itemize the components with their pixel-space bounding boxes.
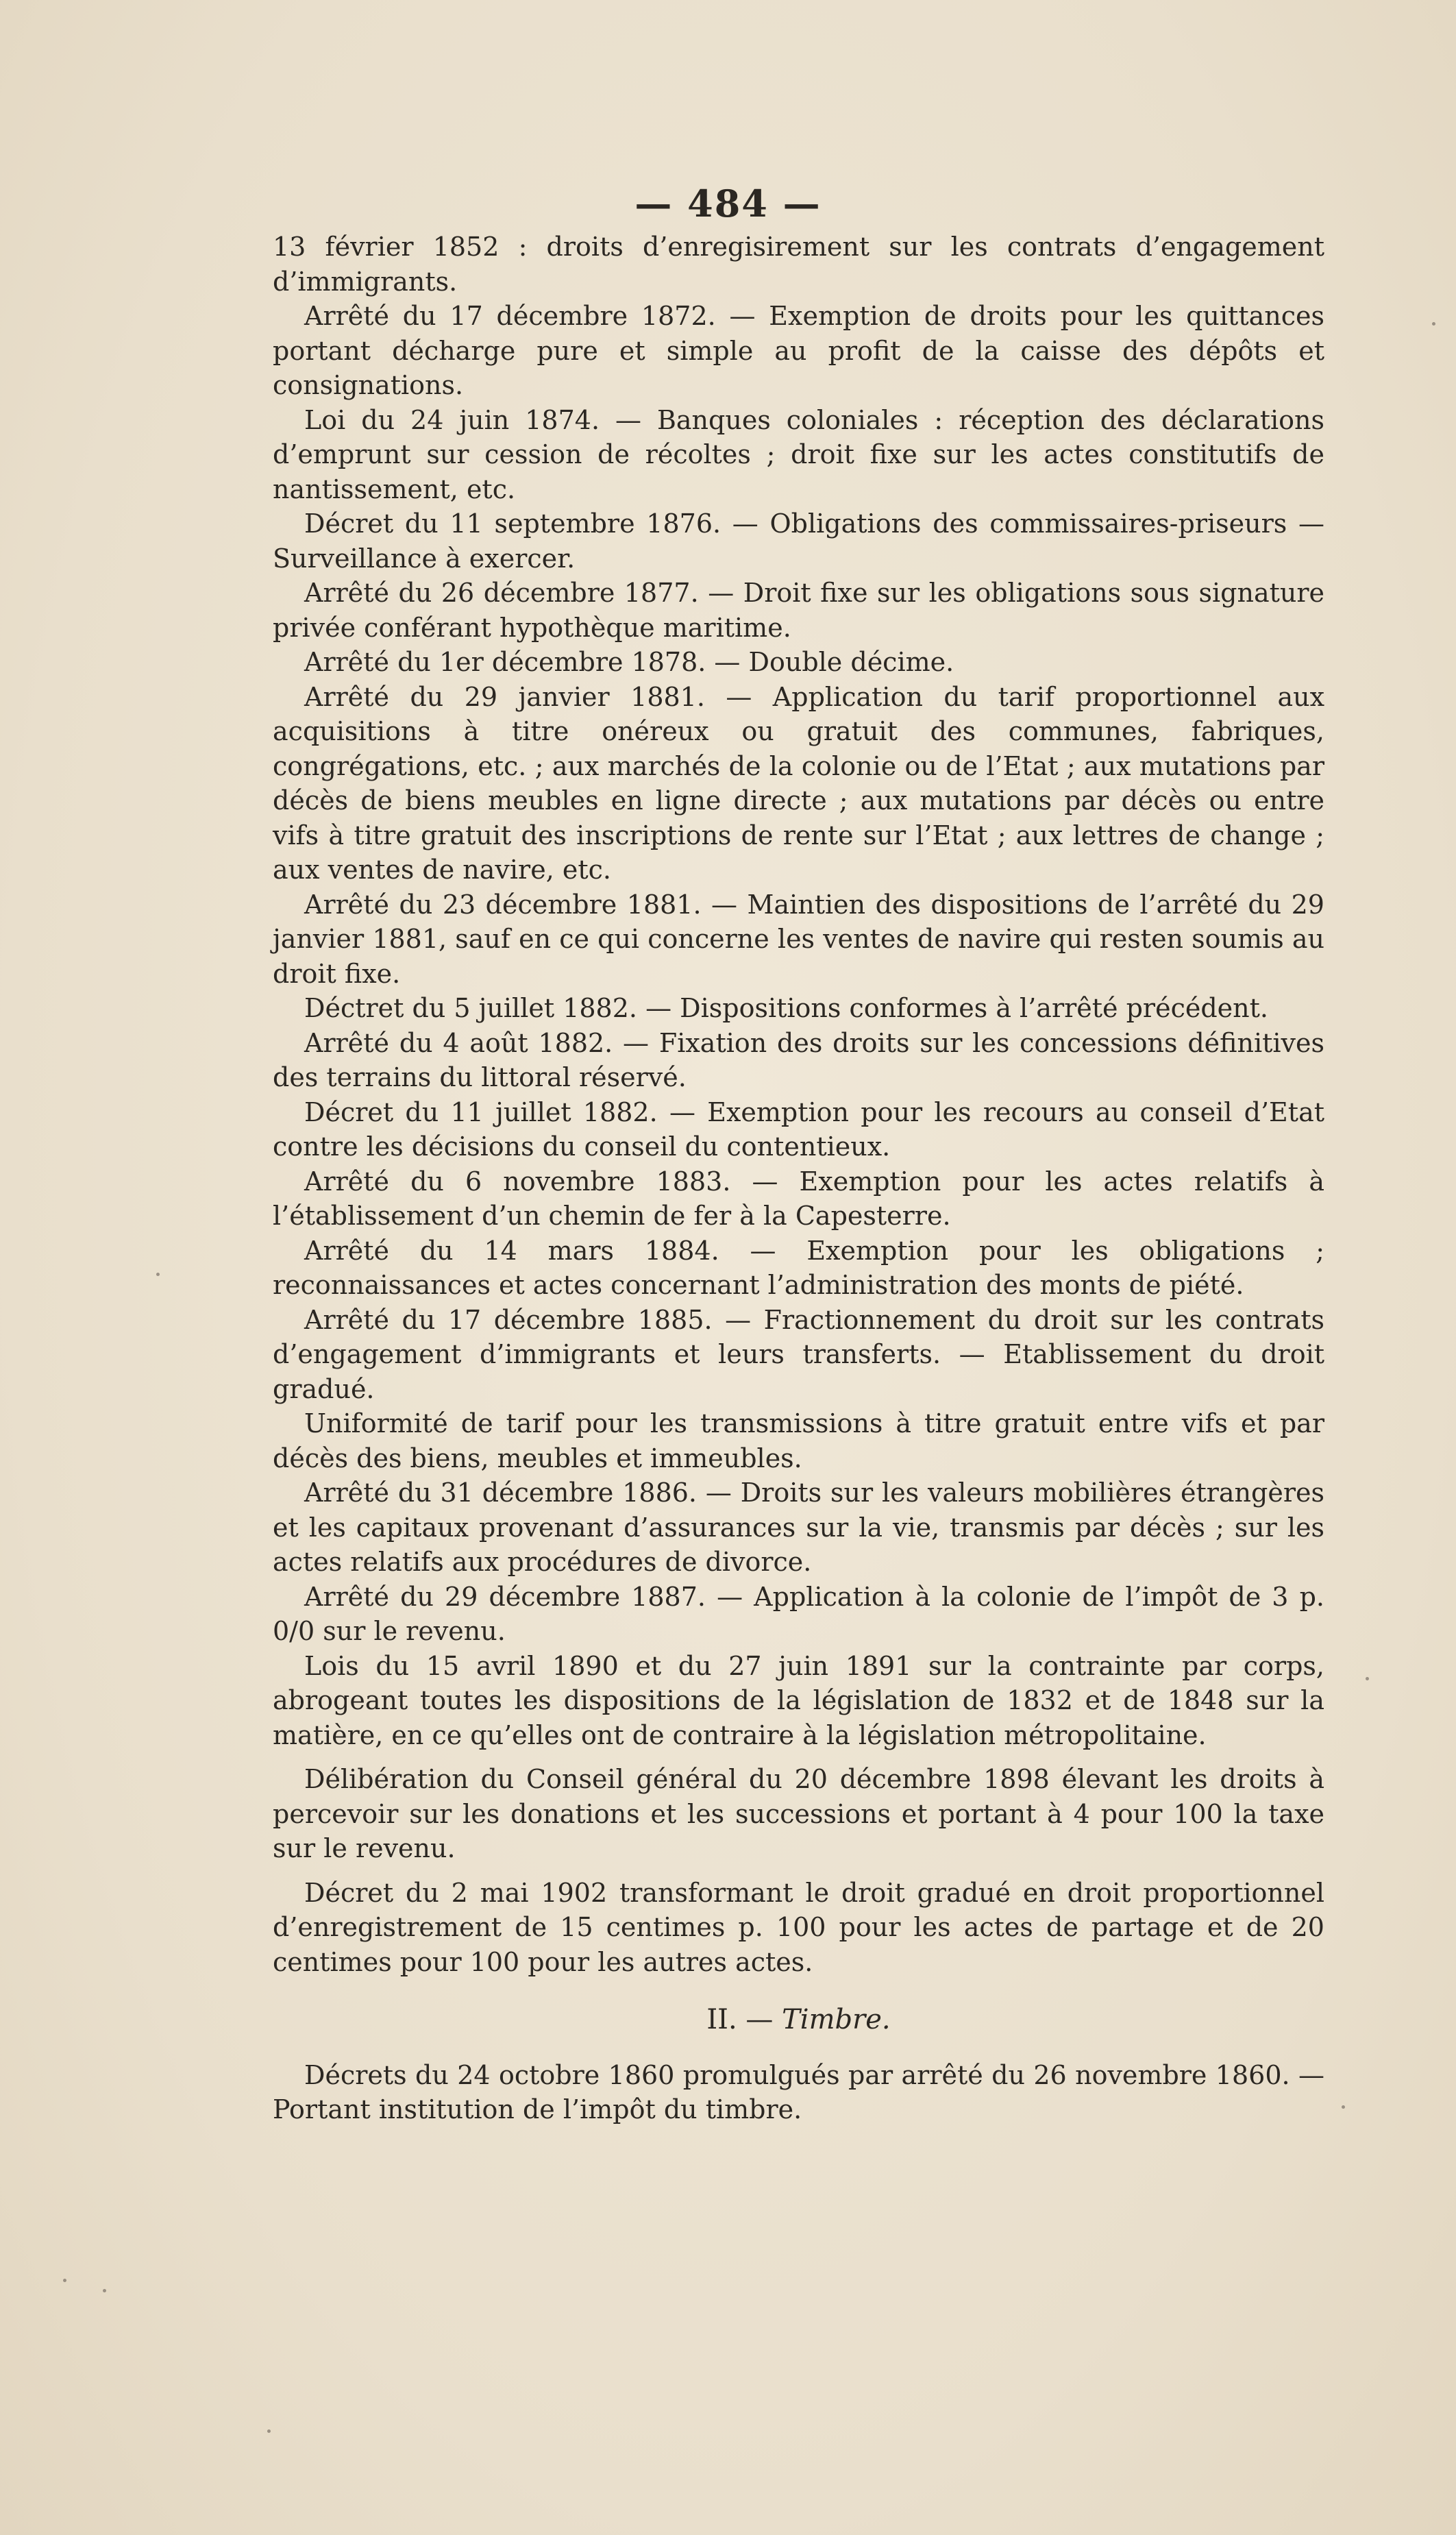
section-title: Timbre. <box>782 2004 891 2035</box>
final-paragraph: Décrets du 24 octobre 1860 promulgués par arrêté du 26 novembre 1860. — Portant institution de l’impôt du timbre. <box>273 2059 1324 2124</box>
scan-speck <box>267 2429 271 2433</box>
scan-speck <box>63 2279 66 2282</box>
paragraph: Arrêté du 17 décembre 1885. — Fractionnement du droit sur les contrats d’engagement d’immigrants et leurs transferts. — Etablissement du droit gradué. <box>273 1304 1324 1404</box>
paragraph: Décret du 11 juillet 1882. — Exemption pour les recours au conseil d’Etat contre les décisions du conseil du contentieux. <box>273 1097 1324 1162</box>
section-numeral: II. — <box>706 2004 774 2035</box>
paragraph: Déctret du 5 juillet 1882. — Dispositions conformes à l’arrêté précédent. <box>304 993 1268 1023</box>
paragraph: Décret du 2 mai 1902 transformant le droit gradué en droit proportionnel d’enregistrement de 15 centimes p. 100 pour les actes de partage et de 20 centimes pour 100 pour les autres actes. <box>273 1877 1324 1977</box>
paragraph: Décret du 11 septembre 1876. — Obligations des commissaires-priseurs — Surveillance à exercer. <box>273 509 1324 574</box>
paragraph: 13 février 1852 : droits d’enregisirement sur les contrats d’engagement d’immigrants. <box>273 232 1324 297</box>
scan-speck <box>103 2289 106 2292</box>
page-number: — 484 — <box>634 182 822 225</box>
paragraph: Arrêté du 23 décembre 1881. — Maintien des dispositions de l’arrêté du 29 janvier 1881, sauf en ce qui concerne les ventes de navire qui resten soumis au droit fixe. <box>273 889 1324 989</box>
paragraph: Arrêté du 6 novembre 1883. — Exemption pour les actes relatifs à l’établissement d’un chemin de fer à la Capesterre. <box>273 1166 1324 1231</box>
scan-speck <box>1432 322 1435 326</box>
paragraph: Arrêté du 1er décembre 1878. — Double décime. <box>304 647 954 677</box>
page-body <box>273 230 1324 2127</box>
section-heading <box>273 2003 1324 2037</box>
paragraph: Arrêté du 4 août 1882. — Fixation des droits sur les concessions définitives des terrains du littoral réservé. <box>273 1027 1324 1092</box>
paragraph: Loi du 24 juin 1874. — Banques coloniales : réception des déclarations d’emprunt sur cession de récoltes ; droit fixe sur les actes constitutifs de nantissement, etc. <box>273 404 1324 504</box>
paragraph: Arrêté du 31 décembre 1886. — Droits sur les valeurs mobilières étrangères et les capitaux provenant d’assurances sur la vie, transmis par décès ; sur les actes relatifs aux procédures de divorce. <box>273 1478 1324 1577</box>
scan-speck <box>1366 1677 1369 1680</box>
paragraph: Arrêté du 29 janvier 1881. — Application du tarif proportionnel aux acquisitions à titre onéreux ou gratuit des communes, fabriques, congrégations, etc. ; aux marchés de la colonie ou de l’Etat ; aux mutations par décès de biens meubles en ligne directe ; aux mutations par décès ou entre vifs à titre gratuit des inscriptions de rente sur l’Etat ; aux lettres de change ; aux ventes de navire, etc. <box>273 681 1324 885</box>
paragraph: Lois du 15 avril 1890 et du 27 juin 1891 sur la contrainte par corps, abrogeant toutes les dispositions de la législation de 1832 et de 1848 sur la matière, en ce qu’elles ont de contraire à la législation métropolitaine. <box>273 1650 1324 1750</box>
paragraph: Arrêté du 26 décembre 1877. — Droit fixe sur les obligations sous signature privée conférant hypothèque maritime. <box>273 578 1324 643</box>
paragraph: Arrêté du 17 décembre 1872. — Exemption de droits pour les quittances portant décharge pure et simple au profit de la caisse des dépôts et consignations. <box>273 301 1324 400</box>
scan-speck <box>1342 2105 1345 2109</box>
paragraph: Uniformité de tarif pour les transmissions à titre gratuit entre vifs et par décès des biens, meubles et immeubles. <box>273 1408 1324 1473</box>
paragraph: Délibération du Conseil général du 20 décembre 1898 élevant les droits à percevoir sur les donations et les successions et portant à 4 pour 100 la taxe sur le revenu. <box>273 1764 1324 1863</box>
scan-speck <box>156 1273 160 1276</box>
paragraph: Arrêté du 14 mars 1884. — Exemption pour les obligations ; reconnaissances et actes concernant l’administration des monts de piété. <box>273 1235 1324 1300</box>
paragraph: Arrêté du 29 décembre 1887. — Application à la colonie de l’impôt de 3 p. 0/0 sur le revenu. <box>273 1581 1324 1646</box>
